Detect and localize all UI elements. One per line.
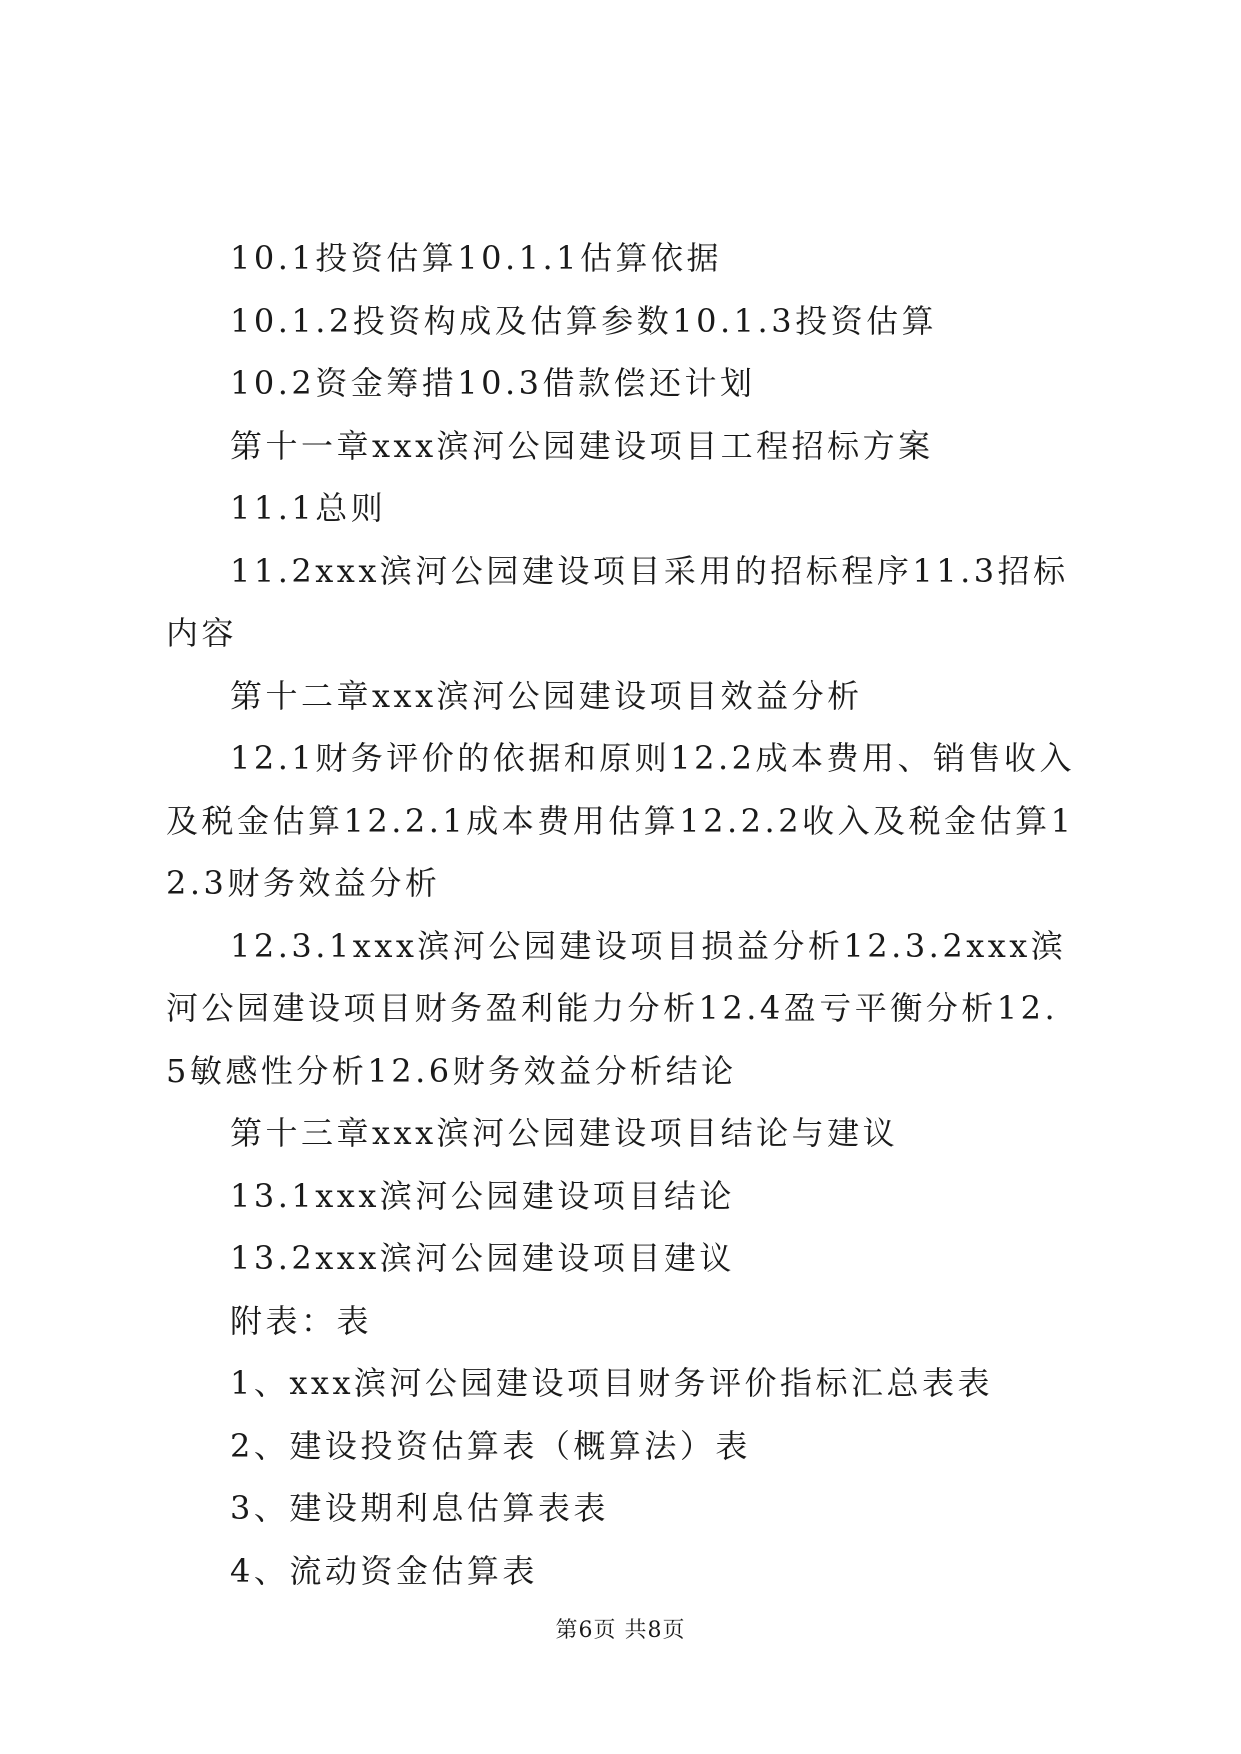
document-body <box>166 227 1076 1602</box>
toc-line-10-1-2: 10.1.2投资构成及估算参数10.1.3投资估算 <box>230 301 938 340</box>
appendix-item-1: 1、xxx滨河公园建设项目财务评价指标汇总表表 <box>230 1364 994 1402</box>
page-number-footer: 第6页 共8页 <box>555 1618 686 1643</box>
chapter-13-heading: 第十三章xxx滨河公园建设项目结论与建议 <box>230 1114 899 1152</box>
toc-line-11-1: 11.1总则 <box>230 489 387 527</box>
chapter-12-heading: 第十二章xxx滨河公园建设项目效益分析 <box>230 676 863 715</box>
appendix-heading: 附表：表 <box>230 1301 373 1340</box>
toc-line-12-3-1: 12.3.1xxx滨河公园建设项目损益分析12.3.2xxx滨河公园建设项目财务盈利能力分析12.4盈亏平衡分析12.5敏感性分析12.6财务效益分析结论 <box>166 926 1067 1090</box>
toc-line-12-1: 12.1财务评价的依据和原则12.2成本费用、销售收入及税金估算12.2.1成本费用估算12.2.2收入及税金估算12.3财务效益分析 <box>166 739 1076 902</box>
appendix-item-2: 2、建设投资估算表（概算法）表 <box>230 1426 751 1465</box>
chapter-11-heading: 第十一章xxx滨河公园建设项目工程招标方案 <box>230 426 934 465</box>
toc-line-10-2: 10.2资金筹措10.3借款偿还计划 <box>230 364 756 402</box>
appendix-item-3: 3、建设期利息估算表表 <box>230 1489 609 1527</box>
toc-line-13-1: 13.1xxx滨河公园建设项目结论 <box>230 1176 735 1215</box>
toc-line-10-1: 10.1投资估算10.1.1估算依据 <box>230 239 723 277</box>
toc-line-11-2: 11.2xxx滨河公园建设项目采用的招标程序11.3招标内容 <box>166 551 1069 652</box>
toc-line-13-2: 13.2xxx滨河公园建设项目建议 <box>230 1239 735 1277</box>
appendix-item-4: 4、流动资金估算表 <box>230 1551 538 1590</box>
